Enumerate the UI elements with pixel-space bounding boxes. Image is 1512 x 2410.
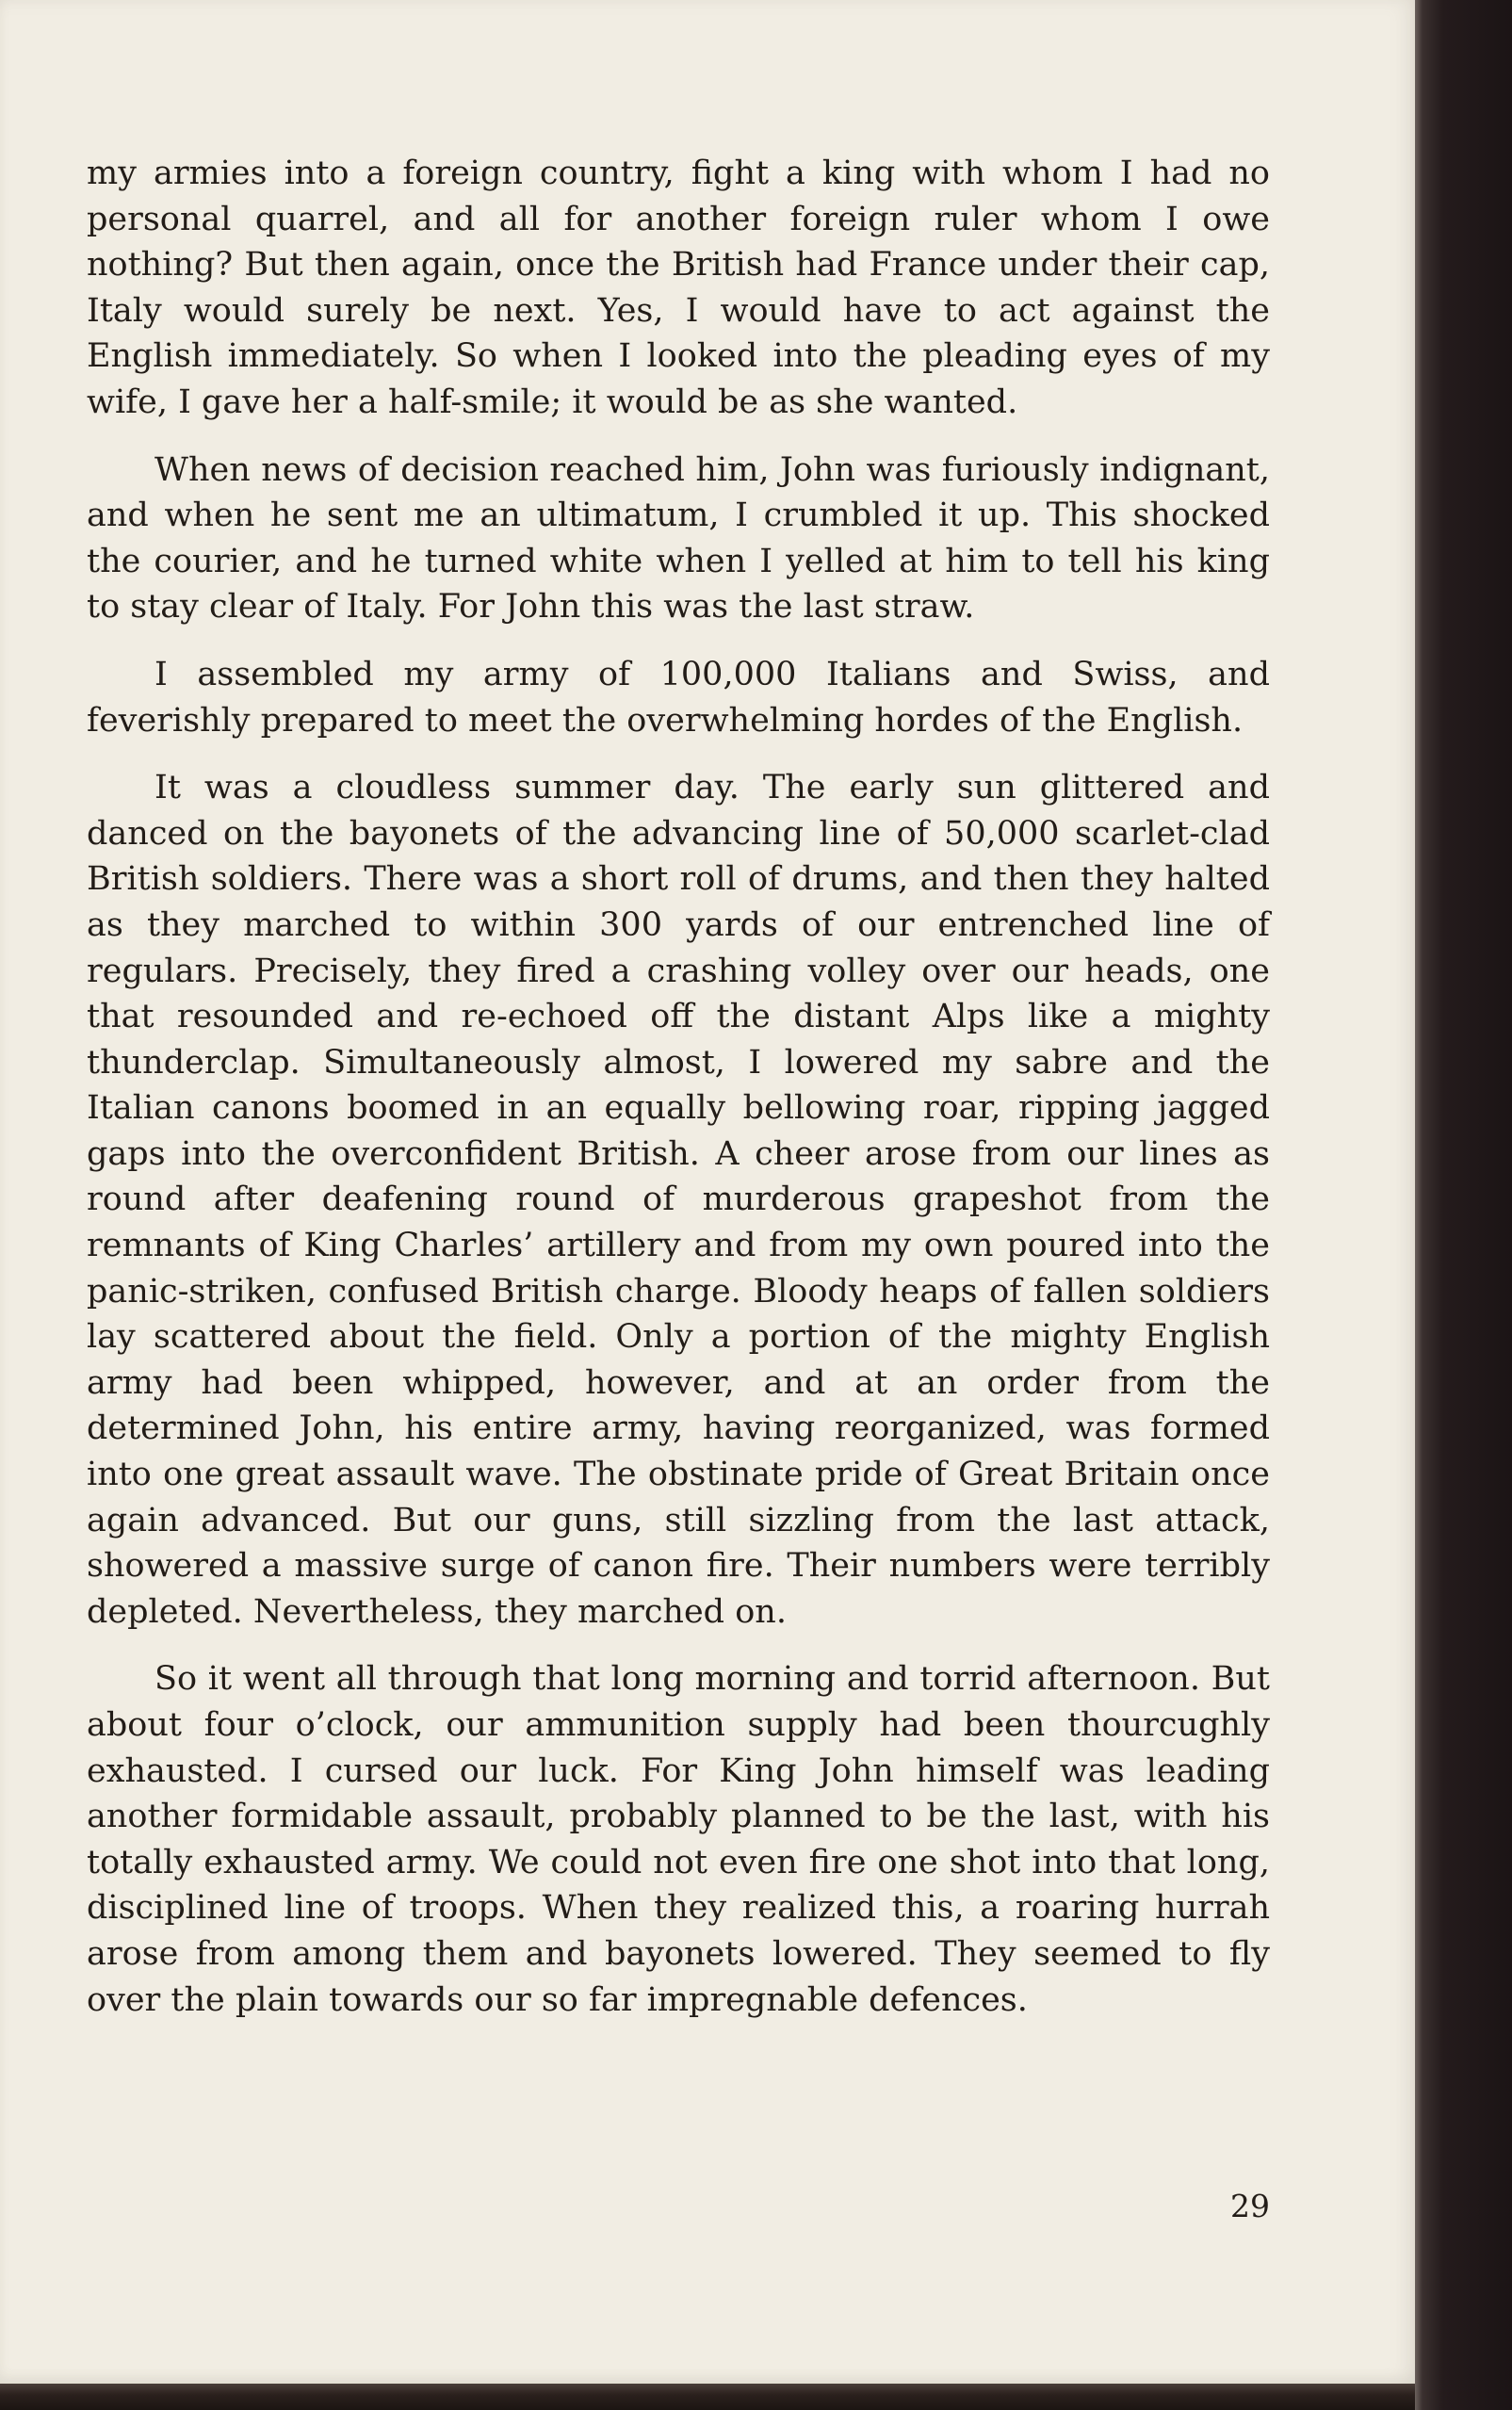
paragraph: So it went all through that long morning and torrid afternoon. But about four o’clock, our ammunition supply had been thourcughly exhausted. I cursed our luck. For King John himself was leading another formidable assault, probably planned to be the last, with his totally exhausted army. We could not even fire one shot into that long, disciplined line of troops. When they realized this, a roaring hurrah arose from among them and bayonets lowered. They seemed to fly over the plain towards our so far impregnable defences. <box>87 1660 1270 2019</box>
paragraph: When news of decision reached him, John was furiously indignant, and when he sent me an ultimatum, I crumbled it up. This shocked the courier, and he turned white when I yelled at him to tell his king to stay clear of Italy. For John this was the last straw. <box>87 450 1270 627</box>
paragraph: It was a cloudless summer day. The early sun glittered and danced on the bayonets of the advancing line of 50,000 scarlet-clad British soldiers. There was a short roll of drums, and then they halted as they marched to within 300 yards of our entrenched line of regulars. Precisely, they fired a crashing volley over our heads, one that resounded and re-echoed off the distant Alps like a mighty thunderclap. Simultaneously almost, I lowered my sabre and the Italian canons boomed in an equally bellowing roar, ripping jagged gaps into the overconfident British. A cheer arose from our lines as round after deafening round of murderous grapeshot from the remnants of King Charles’ artillery and from my own poured into the panic-striken, confused British charge. Bloody heaps of fallen soldiers lay scattered about the field. Only a portion of the mighty English army had been whipped, however, and at an order from the determined John, his entire army, having reorganized, was formed into one great assault wave. The obstinate pride of Great Britain once again advanced. But our guns, still sizzling from the last attack, showered a massive surge of canon fire. Their numbers were terribly depleted. Nevertheless, they marched on. <box>87 769 1270 1631</box>
page-bottom-shadow <box>0 2384 1415 2410</box>
page-edge-shadow <box>1415 0 1512 2410</box>
paragraph: I assembled my army of 100,000 Italians and Swiss, and feverishly prepared to meet the overwhelming hordes of the English. <box>87 655 1270 740</box>
paragraph: my armies into a foreign country, fight a king with whom I had no personal quarrel, and all for another foreign ruler whom I owe nothing? But then again, once the British had France under their cap, Italy would surely be next. Yes, I would have to act against the English immediately. So when I looked into the pleading eyes of my wife, I gave her a half-smile; it would be as she wanted. <box>87 155 1270 421</box>
body-text <box>87 151 1270 2023</box>
page-number: 29 <box>1230 2188 1270 2224</box>
